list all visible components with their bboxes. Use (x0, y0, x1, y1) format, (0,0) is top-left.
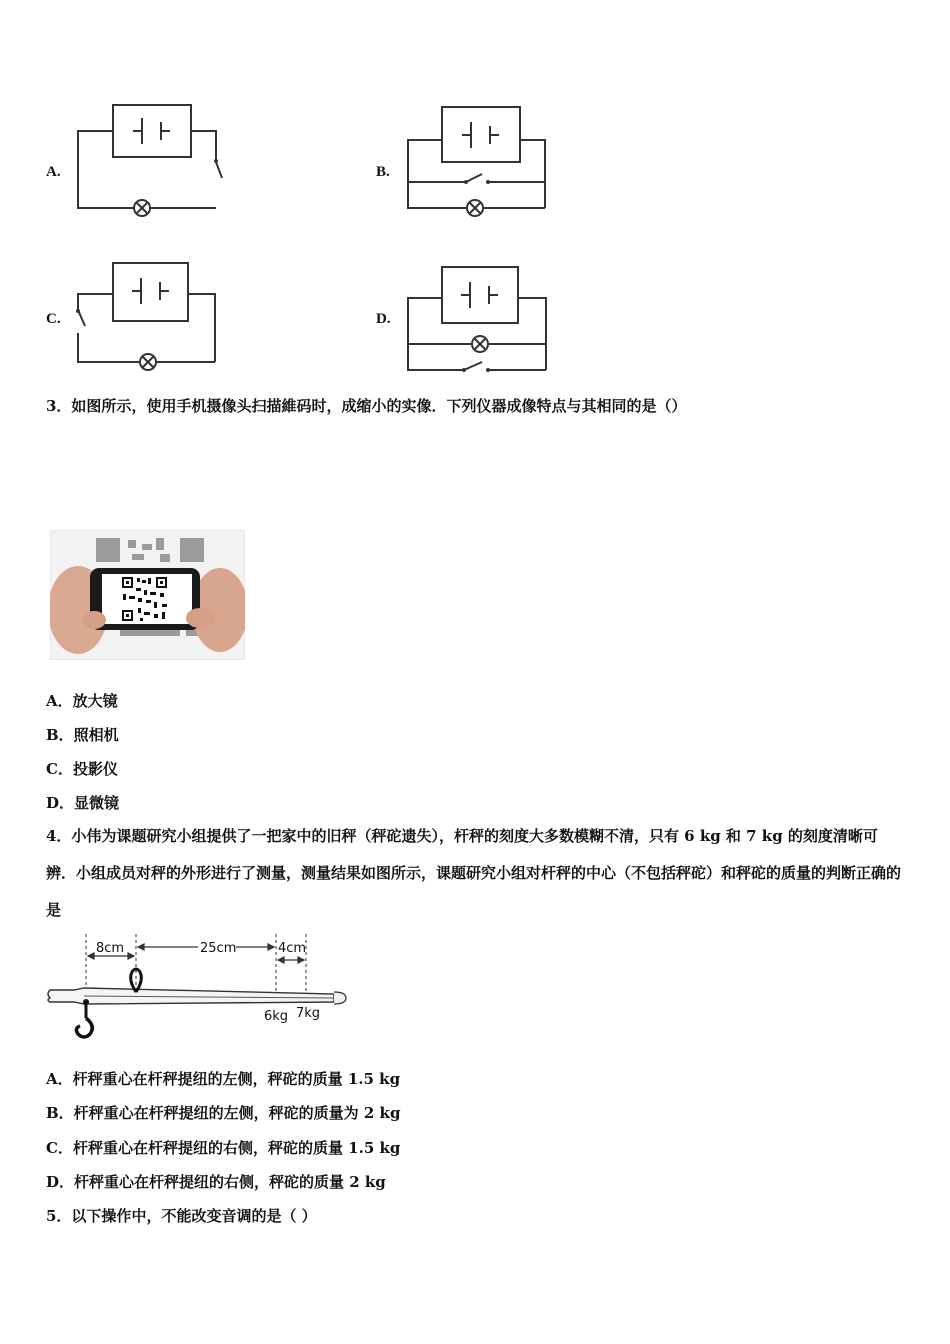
q3-option-c: C．投影仪 (46, 760, 118, 778)
q3-option-d: D．显微镜 (46, 794, 120, 812)
q2-option-c-label: C. (46, 311, 61, 327)
question-3-stem: 3．如图所示，使用手机摄像头扫描維码时，成缩小的实像．下列仪器成像特点与其相同的是（） (46, 397, 687, 415)
steelyard-diagram (44, 930, 354, 1048)
q2-option-d-label: D. (376, 311, 391, 327)
question-4-stem: 4．小伟为课题研究小组提供了一把家中的旧秤（秤砣遗失），杆秤的刻度大多数模糊不清，只有 6 kg 和 7 kg 的刻度清晰可辨．小组成员对秤的外形进行了测量，测量结果如图所示，课题研究小组对杆秤的中心（不包括秤砣）和秤砣的质量的判断正确的是 (46, 827, 902, 919)
q4-option-c: C．杆秤重心在杆秤提纽的右侧，秤砣的质量 1.5 kg (46, 1139, 401, 1157)
circuit-diagram-c (70, 258, 225, 383)
mark-label-6kg: 6kg (264, 1009, 289, 1024)
qr-scan-photo (50, 530, 245, 660)
circuit-diagram-b (402, 100, 552, 225)
dim-label-8cm: 8cm (96, 941, 125, 956)
dim-label-25cm: 25cm (200, 941, 237, 956)
q2-option-b-label: B. (376, 164, 390, 180)
dim-label-4cm: 4cm (278, 941, 307, 956)
q4-option-d: D．杆秤重心在杆秤提纽的右侧，秤砣的质量 2 kg (46, 1173, 386, 1191)
circuit-diagram-d (402, 260, 552, 380)
question-5-stem: 5．以下操作中，不能改变音调的是（ ） (46, 1207, 317, 1225)
q2-option-a-label: A. (46, 164, 61, 180)
q4-option-b: B．杆秤重心在杆秤提纽的左侧，秤砣的质量为 2 kg (46, 1104, 401, 1122)
mark-label-7kg: 7kg (296, 1006, 321, 1021)
q4-option-a: A．杆秤重心在杆秤提纽的左侧，秤砣的质量 1.5 kg (46, 1070, 401, 1088)
circuit-diagram-a (70, 100, 230, 225)
q3-option-b: B．照相机 (46, 726, 119, 744)
q3-option-a: A．放大镜 (46, 692, 118, 710)
